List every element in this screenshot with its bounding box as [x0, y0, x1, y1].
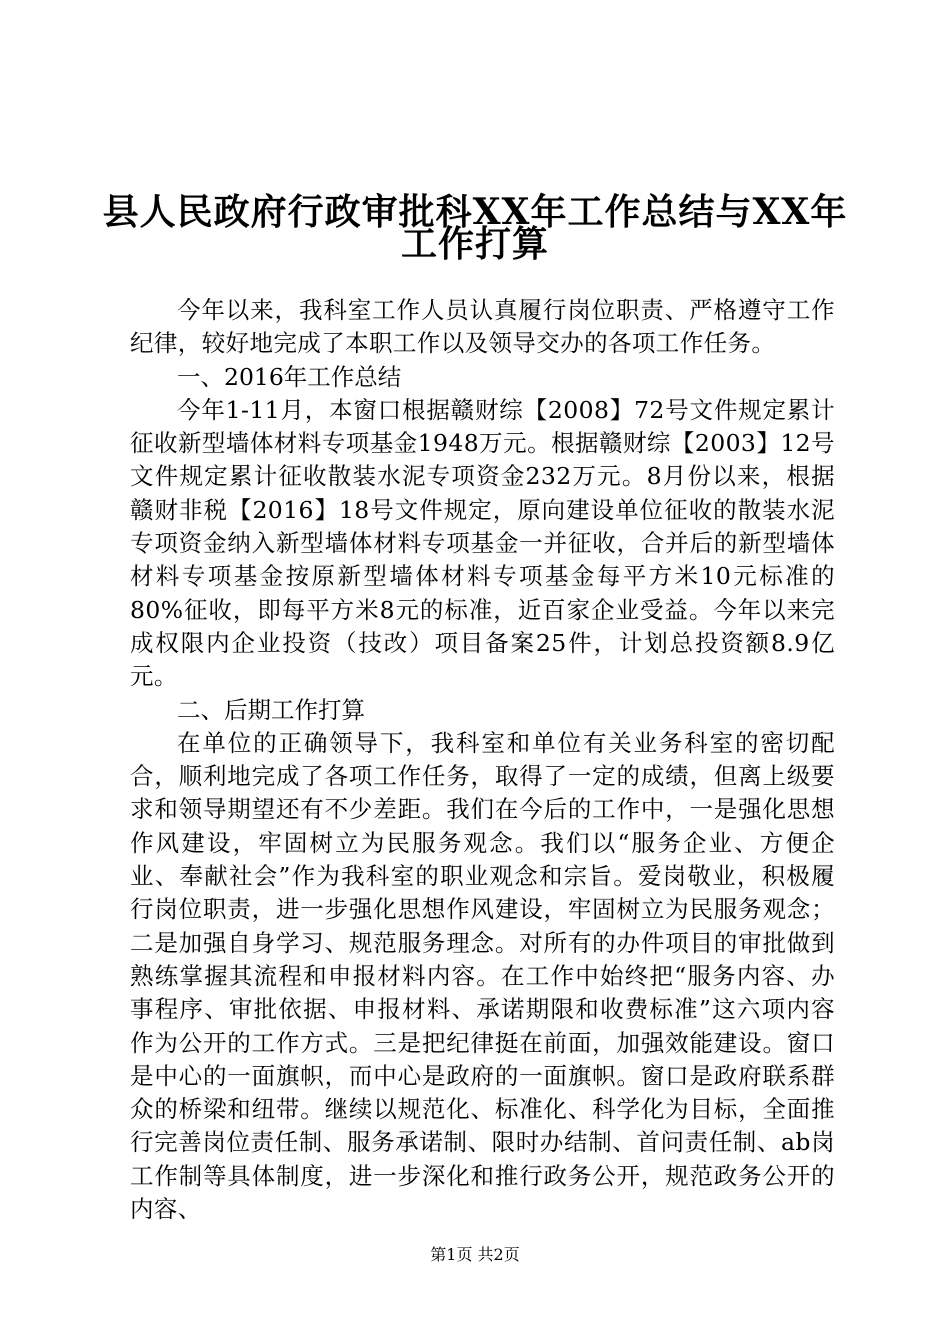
section-1-heading: 一、2016年工作总结 [177, 362, 402, 391]
document-title-line-2: 工作打算 [400, 223, 549, 265]
section-2-heading: 二、后期工作打算 [177, 695, 365, 724]
section-1-paragraph: 今年1-11月，本窗口根据赣财综【2008】72号文件规定累计征收新型墙体材料专项基金1948万元。根据赣财综【2003】12号文件规定累计征收散装水泥专项资金232万元。8月份以来，根据赣财非税【2016】18号文件规定，原向建设单位征收的散装水泥专项资金纳入新型墙体材料专项基金一并征收，合并后的新型墙体材料专项基金按原新型墙体材料专项基金每平方米10元标准的80%征收，即每平方米8元的标准，近百家企业受益。今年以来完成权限内企业投资（技改）项目备案25件，计划总投资额8.9亿元。 [130, 395, 835, 691]
document-title-line-1: 县人民政府行政审批科XX年工作总结与XX年 [102, 191, 848, 233]
document-body [130, 294, 835, 1226]
intro-paragraph: 今年以来，我科室工作人员认真履行岗位职责、严格遵守工作纪律，较好地完成了本职工作以及领导交办的各项工作任务。 [130, 296, 835, 358]
page-number-footer: 第1页 共2页 [430, 1245, 520, 1264]
section-2-paragraph: 在单位的正确领导下，我科室和单位有关业务科室的密切配合，顺利地完成了各项工作任务，取得了一定的成绩，但离上级要求和领导期望还有不少差距。我们在今后的工作中，一是强化思想作风建设，牢固树立为民服务观念。我们以“服务企业、方便企业、奉献社会”作为我科室的职业观念和宗旨。爱岗敬业，积极履行岗位职责，进一步强化思想作风建设，牢固树立为民服务观念；二是加强自身学习、规范服务理念。对所有的办件项目的审批做到熟练掌握其流程和申报材料内容。在工作中始终把“服务内容、办事程序、审批依据、申报材料、承诺期限和收费标准”这六项内容作为公开的工作方式。三是把纪律挺在前面，加强效能建设。窗口是中心的一面旗帜，而中心是政府的一面旗帜。窗口是政府联系群众的桥梁和纽带。继续以规范化、标准化、科学化为目标，全面推行完善岗位责任制、服务承诺制、限时办结制、首问责任制、ab岗工作制等具体制度，进一步深化和推行政务公开，规范政务公开的内容、 [130, 728, 835, 1224]
